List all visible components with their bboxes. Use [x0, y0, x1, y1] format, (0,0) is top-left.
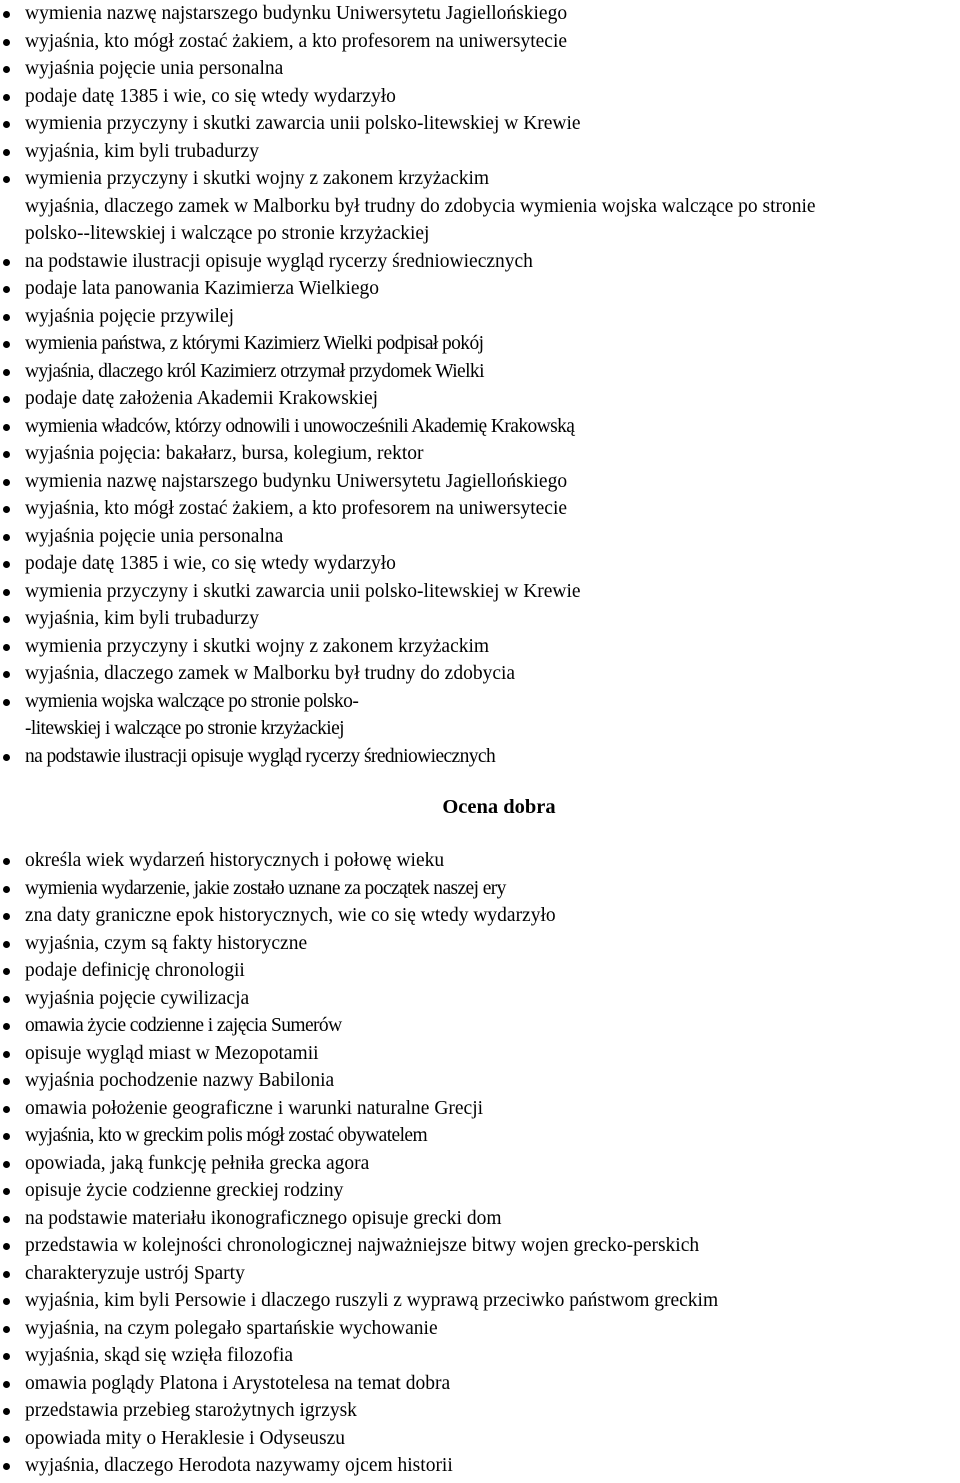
list-item-text: wyjaśnia, czym są fakty historyczne — [25, 932, 308, 954]
list-item-text: wyjaśnia pojęcie unia personalna — [25, 58, 284, 79]
bullet-icon — [3, 94, 10, 101]
bullet-icon — [3, 39, 10, 46]
bullet-icon — [3, 644, 10, 651]
list-item-text: wymienia wojska walczące po stronie polsko- — [25, 690, 359, 712]
list-item-text: podaje datę założenia Akademii Krakowskiej — [25, 388, 379, 409]
bullet-icon — [3, 1188, 10, 1195]
list-item — [0, 1452, 960, 1480]
list-item — [0, 1342, 960, 1370]
bullet-icon — [3, 534, 10, 541]
list-item — [0, 193, 960, 221]
list-item-text: opisuje życie codzienne greckiej rodziny — [25, 1180, 344, 1201]
list-item-text: przedstawia w kolejności chronologicznej najważniejsze bitwy wojen grecko-perskich — [25, 1235, 700, 1256]
list-item-text: przedstawia przebieg starożytnych igrzysk — [25, 1400, 357, 1421]
list-item-text: wymienia przyczyny i skutki wojny z zakonem krzyżackim — [25, 635, 490, 657]
list-item — [0, 1205, 960, 1233]
list-item — [0, 413, 960, 441]
list-item-text: na podstawie materiału ikonograficznego opisuje grecki dom — [25, 1207, 502, 1229]
bullet-icon — [3, 341, 10, 348]
list-item-text: wyjaśnia, kim byli Persowie i dlaczego ruszyli z wyprawą przeciwko państwom greckim — [25, 1290, 719, 1311]
bullet-icon — [3, 506, 10, 513]
list-item — [0, 468, 960, 496]
bullet-icon — [3, 1216, 10, 1223]
list-item — [0, 495, 960, 523]
bullet-icon — [3, 1381, 10, 1388]
list-item — [0, 660, 960, 688]
list-item — [0, 1425, 960, 1453]
list-item — [0, 1150, 960, 1178]
list-item — [0, 902, 960, 930]
list-item-text: wyjaśnia pojęcie unia personalna — [25, 525, 284, 547]
bullet-icon — [3, 286, 10, 293]
list-item-text: wyjaśnia pojęcie przywilej — [25, 305, 235, 327]
list-item — [0, 523, 960, 551]
bullet-icon — [3, 561, 10, 568]
list-item-text: polsko--litewskiej i walczące po stronie krzyżackiej — [25, 223, 430, 244]
list-item — [0, 1067, 960, 1095]
bullet-icon — [3, 314, 10, 321]
list-item — [0, 330, 960, 358]
bullet-icon — [3, 396, 10, 403]
list-item — [0, 1040, 960, 1068]
list-item — [0, 385, 960, 413]
list-item — [0, 1012, 960, 1040]
bullet-icon — [3, 451, 10, 458]
list-item-text: wymienia wydarzenie, jakie zostało uznane za początek naszej ery — [25, 877, 506, 899]
list-item — [0, 1095, 960, 1123]
list-item — [0, 440, 960, 468]
list-item-text: charakteryzuje ustrój Sparty — [25, 1262, 245, 1284]
bullet-icon — [3, 699, 10, 706]
bullet-icon — [3, 1326, 10, 1333]
list-item-text: omawia położenie geograficzne i warunki naturalne Grecji — [25, 1097, 484, 1119]
bullet-icon — [3, 1298, 10, 1305]
list-item-text: wymienia przyczyny i skutki zawarcia unii polsko-litewskiej w Krewie — [25, 113, 581, 134]
list-item — [0, 220, 960, 248]
list-item-text: wyjaśnia, dlaczego król Kazimierz otrzymał przydomek Wielki — [25, 360, 484, 382]
list-item — [0, 1232, 960, 1260]
list-item-text: wyjaśnia, na czym polegało spartańskie wychowanie — [25, 1317, 438, 1339]
list-item-text: wymienia państwa, z którymi Kazimierz Wielki podpisał pokój — [25, 333, 484, 354]
bullet-icon — [3, 941, 10, 948]
bullet-icon — [3, 1133, 10, 1140]
list-item — [0, 1315, 960, 1343]
bullet-icon — [3, 479, 10, 486]
list-item-text: wymienia władców, którzy odnowili i unowocześnili Akademię Krakowską — [25, 415, 575, 437]
list-item-text: omawia poglądy Platona i Arystotelesa na temat dobra — [25, 1372, 451, 1394]
list-item — [0, 165, 960, 193]
list-item-text: opowiada mity o Heraklesie i Odyseuszu — [25, 1427, 346, 1449]
list-item-text: podaje datę 1385 i wie, co się wtedy wydarzyło — [25, 85, 396, 107]
list-item — [0, 0, 960, 28]
list-item — [0, 110, 960, 138]
list-item — [0, 957, 960, 985]
bullet-icon — [3, 424, 10, 431]
list-item-text: wyjaśnia pojęcia: bakałarz, bursa, kolegium, rektor — [25, 443, 424, 464]
list-item-text: podaje datę 1385 i wie, co się wtedy wydarzyło — [25, 553, 396, 574]
list-item — [0, 1177, 960, 1205]
bullet-icon — [3, 913, 10, 920]
bullet-icon — [3, 1408, 10, 1415]
list-item-text: wymienia nazwę najstarszego budynku Uniwersytetu Jagiellońskiego — [25, 470, 568, 492]
list-item-text: zna daty graniczne epok historycznych, wie co się wtedy wydarzyło — [25, 905, 556, 926]
list-item-text: wyjaśnia, kto mógł zostać żakiem, a kto profesorem na uniwersytecie — [25, 498, 568, 519]
list-item-text: omawia życie codzienne i zajęcia Sumerów — [25, 1015, 342, 1036]
list-item-text: na podstawie ilustracji opisuje wygląd rycerzy średniowiecznych — [25, 250, 533, 272]
bullet-icon — [3, 1463, 10, 1470]
bullet-icon — [3, 1243, 10, 1250]
list-item — [0, 930, 960, 958]
bullet-icon — [3, 1161, 10, 1168]
list-item — [0, 83, 960, 111]
bullet-icon — [3, 1353, 10, 1360]
list-item — [0, 275, 960, 303]
list-item-text: na podstawie ilustracji opisuje wygląd rycerzy średniowiecznych — [25, 745, 496, 767]
list-item-text: określa wiek wydarzeń historycznych i połowę wieku — [25, 850, 445, 871]
bullet-icon — [3, 589, 10, 596]
list-item-text: opowiada, jaką funkcję pełniła grecka agora — [25, 1152, 370, 1174]
list-item — [0, 985, 960, 1013]
bullet-icon — [3, 1078, 10, 1085]
list-item — [0, 138, 960, 166]
list-item — [0, 578, 960, 606]
list-item-text: wymienia nazwę najstarszego budynku Uniwersytetu Jagiellońskiego — [25, 3, 568, 24]
list-item-text: wyjaśnia pojęcie cywilizacja — [25, 987, 250, 1009]
list-item-text: podaje lata panowania Kazimierza Wielkiego — [25, 278, 380, 299]
list-item-text: wymienia przyczyny i skutki zawarcia unii polsko-litewskiej w Krewie — [25, 580, 581, 602]
list-item-text: wyjaśnia, dlaczego Herodota nazywamy ojcem historii — [25, 1455, 453, 1476]
list-item — [0, 688, 960, 716]
bullet-icon — [3, 886, 10, 893]
bullet-icon — [3, 1436, 10, 1443]
list-item — [0, 875, 960, 903]
section-heading-ocena-dobra: Ocena dobra — [442, 796, 556, 818]
criteria-list-ocena-dobra — [0, 847, 960, 1480]
list-item-text: wymienia przyczyny i skutki wojny z zakonem krzyżackim — [25, 168, 490, 189]
list-item-text: wyjaśnia, kto w greckim polis mógł zostać obywatelem — [25, 1125, 428, 1146]
bullet-icon — [3, 1271, 10, 1278]
bullet-icon — [3, 121, 10, 128]
bullet-icon — [3, 1023, 10, 1030]
list-item-text: wyjaśnia pochodzenie nazwy Babilonia — [25, 1070, 335, 1091]
bullet-icon — [3, 996, 10, 1003]
bullet-icon — [3, 149, 10, 156]
bullet-icon — [3, 671, 10, 678]
list-item-text: -litewskiej i walczące po stronie krzyżackiej — [25, 718, 344, 739]
bullet-icon — [3, 11, 10, 18]
list-item — [0, 633, 960, 661]
list-item-text: wyjaśnia, kto mógł zostać żakiem, a kto profesorem na uniwersytecie — [25, 30, 568, 52]
list-item-text: wyjaśnia, dlaczego zamek w Malborku był trudny do zdobycia — [25, 663, 516, 684]
bullet-icon — [3, 66, 10, 73]
bullet-icon — [3, 754, 10, 761]
list-item-text: opisuje wygląd miast w Mezopotamii — [25, 1042, 319, 1064]
list-item — [0, 1370, 960, 1398]
bullet-icon — [3, 616, 10, 623]
bullet-icon — [3, 1051, 10, 1058]
list-item — [0, 303, 960, 331]
bullet-icon — [3, 968, 10, 975]
list-item-text: wyjaśnia, kim byli trubadurzy — [25, 140, 259, 162]
list-item-text: wyjaśnia, dlaczego zamek w Malborku był trudny do zdobycia wymienia wojska walczące po stronie — [25, 195, 816, 217]
list-item — [0, 28, 960, 56]
list-item — [0, 550, 960, 578]
list-item — [0, 1397, 960, 1425]
list-item — [0, 248, 960, 276]
bullet-icon — [3, 369, 10, 376]
bullet-icon — [3, 176, 10, 183]
list-item — [0, 743, 960, 771]
list-item — [0, 1122, 960, 1150]
list-item-text: wyjaśnia, kim byli trubadurzy — [25, 608, 259, 629]
list-item — [0, 847, 960, 875]
list-item — [0, 1287, 960, 1315]
list-item — [0, 358, 960, 386]
list-item — [0, 55, 960, 83]
list-item — [0, 605, 960, 633]
bullet-icon — [3, 259, 10, 266]
list-item-text: wyjaśnia, skąd się wzięła filozofia — [25, 1345, 294, 1366]
list-item — [0, 1260, 960, 1288]
bullet-icon — [3, 858, 10, 865]
bullet-icon — [3, 1106, 10, 1113]
list-item — [0, 715, 960, 743]
list-item-text: podaje definicję chronologii — [25, 960, 245, 981]
